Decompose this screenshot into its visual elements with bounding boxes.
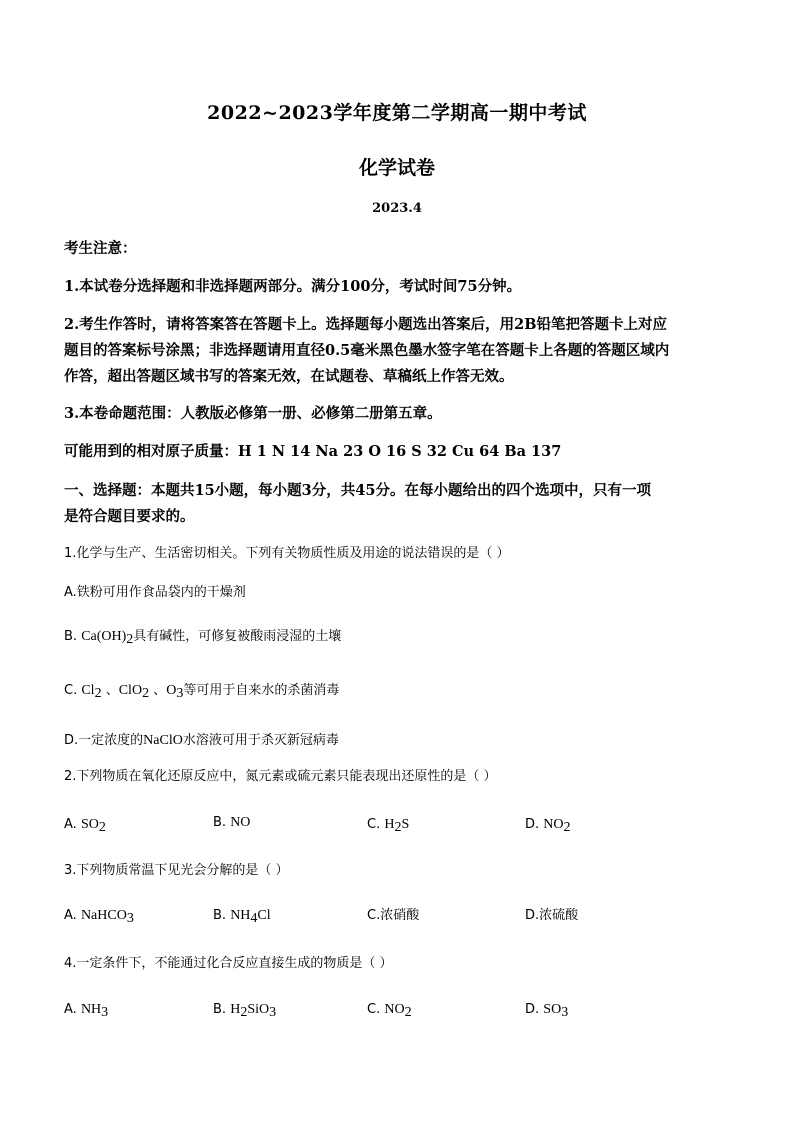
option-label: D.一定浓度的 xyxy=(64,733,144,748)
section-1-instructions-line-1: 一、选择题：本题共15小题，每小题3分，共45分。在每小题给出的四个选项中，只有一项 xyxy=(64,482,651,499)
subscript: 2 xyxy=(142,686,150,701)
subject-title: 化学试卷 xyxy=(358,157,435,179)
question-3-option-d: D.浓硫酸 xyxy=(525,908,579,923)
question-3-option-b xyxy=(213,906,271,926)
option-label: D. xyxy=(525,1002,544,1017)
subscript: 3 xyxy=(101,1005,109,1020)
formula: S xyxy=(401,817,410,832)
question-1-option-b xyxy=(64,627,341,647)
formula: SO xyxy=(543,1002,562,1017)
subscript: 4 xyxy=(250,911,258,926)
option-label: B. xyxy=(64,629,82,644)
formula: Ca(OH) xyxy=(81,629,127,644)
subscript: 3 xyxy=(126,911,134,926)
subscript: 2 xyxy=(563,820,571,835)
question-1-option-a: A.铁粉可用作食品袋内的干燥剂 xyxy=(64,585,246,600)
question-2-stem: 2.下列物质在氧化还原反应中，氮元素或硫元素只能表现出还原性的是（ ） xyxy=(64,769,497,784)
section-1-instructions-line-2: 是符合题目要求的。 xyxy=(64,508,195,525)
formula: NaClO xyxy=(143,733,183,748)
notice-item-2-line-3: 作答，超出答题区域书写的答案无效，在试题卷、草稿纸上作答无效。 xyxy=(64,368,514,385)
formula: SiO xyxy=(247,1002,270,1017)
atomic-mass-line: 可能用到的相对原子质量：H 1 N 14 Na 23 O 16 S 32 Cu 64 Ba 137 xyxy=(64,443,562,460)
formula: NaHCO xyxy=(80,908,127,923)
formula: NO xyxy=(230,815,251,830)
notice-item-2-line-1: 2.考生作答时，请将答案答在答题卡上。选择题每小题选出答案后，用2B铅笔把答题卡上对应 xyxy=(64,316,667,333)
question-4-option-d xyxy=(525,1000,568,1020)
formula: O xyxy=(166,683,177,698)
formula: NO xyxy=(384,1002,405,1017)
question-4-option-a xyxy=(64,1000,108,1020)
formula: Cl xyxy=(81,683,95,698)
separator: 、 xyxy=(149,683,167,698)
notice-item-2-line-2: 题目的答案标号涂黑；非选择题请用直径0.5毫米黑色墨水签字笔在答题卡上各题的答题区域内 xyxy=(64,342,670,359)
question-1-option-c xyxy=(64,681,339,701)
question-4-stem: 4.一定条件下，不能通过化合反应直接生成的物质是（ ） xyxy=(64,956,393,971)
formula: NH xyxy=(230,908,251,923)
subscript: 3 xyxy=(176,686,184,701)
option-text: 等可用于自来水的杀菌消毒 xyxy=(183,683,340,698)
formula: H xyxy=(384,817,395,832)
question-1-stem: 1.化学与生产、生活密切相关。下列有关物质性质及用途的说法错误的是（ ） xyxy=(64,546,510,561)
separator: 、 xyxy=(101,683,119,698)
option-label: B. xyxy=(213,815,231,830)
formula: ClO xyxy=(118,683,143,698)
subscript: 2 xyxy=(240,1005,248,1020)
option-label: A. xyxy=(64,817,81,832)
notice-heading: 考生注意： xyxy=(64,240,137,257)
option-label: C. xyxy=(367,817,385,832)
question-2-option-b xyxy=(213,813,250,833)
option-label: B. xyxy=(213,1002,231,1017)
question-2-option-a xyxy=(64,815,106,835)
option-label: C. xyxy=(367,1002,385,1017)
subscript: 2 xyxy=(126,632,134,647)
option-label: A. xyxy=(64,1002,81,1017)
subscript: 2 xyxy=(394,820,402,835)
formula: NO xyxy=(543,817,564,832)
formula: SO xyxy=(80,817,99,832)
option-label: C. xyxy=(64,683,82,698)
formula: NH xyxy=(80,1002,102,1017)
subscript: 3 xyxy=(561,1005,569,1020)
question-2-option-d xyxy=(525,815,571,835)
question-3-stem: 3.下列物质常温下见光会分解的是（ ） xyxy=(64,863,289,878)
notice-item-1: 1.本试卷分选择题和非选择题两部分。满分100分，考试时间75分钟。 xyxy=(64,278,522,295)
subscript: 2 xyxy=(98,820,106,835)
subscript: 3 xyxy=(269,1005,277,1020)
formula: Cl xyxy=(257,908,271,923)
formula: H xyxy=(230,1002,241,1017)
subscript: 2 xyxy=(404,1005,412,1020)
question-3-option-c: C.浓硝酸 xyxy=(367,908,420,923)
option-label: B. xyxy=(213,908,231,923)
subscript: 2 xyxy=(94,686,102,701)
question-1-option-d xyxy=(64,731,339,751)
option-label: D. xyxy=(525,817,544,832)
exam-title: 2022~2023学年度第二学期高一期中考试 xyxy=(207,102,587,124)
question-4-option-b xyxy=(213,1000,276,1020)
question-2-option-c xyxy=(367,815,409,835)
notice-item-3: 3.本卷命题范围：人教版必修第一册、必修第二册第五章。 xyxy=(64,405,442,422)
exam-date: 2023.4 xyxy=(372,201,422,216)
question-3-option-a xyxy=(64,906,134,926)
question-4-option-c xyxy=(367,1000,412,1020)
option-text: 水溶液可用于杀灭新冠病毒 xyxy=(182,733,339,748)
option-label: A. xyxy=(64,908,81,923)
option-text: 具有碱性，可修复被酸雨浸湿的土壤 xyxy=(133,629,342,644)
